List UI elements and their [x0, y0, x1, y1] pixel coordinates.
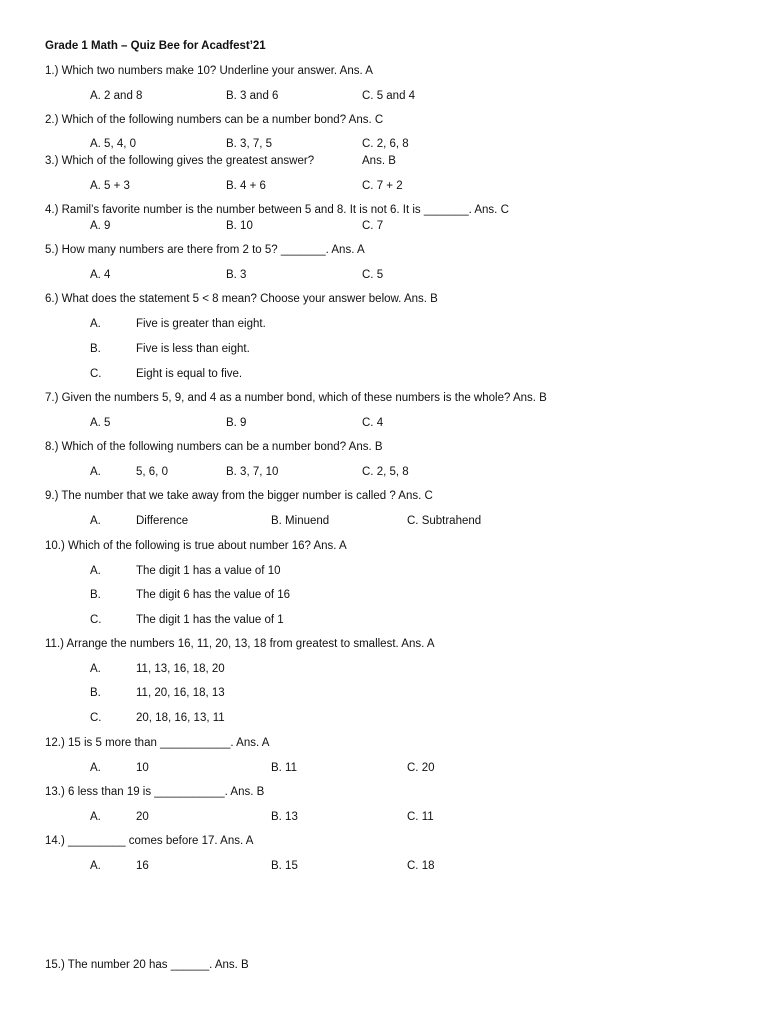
q10-option-a-letter: A.	[90, 565, 101, 577]
q12-option-c: C. 20	[407, 762, 435, 774]
q2-option-a: A. 5, 4, 0	[90, 138, 137, 150]
q1-option-c: C. 5 and 4	[362, 90, 416, 102]
question-5: 5.) How many numbers are there from 2 to 5? _______. Ans. A	[45, 244, 365, 256]
q7-option-b: B. 9	[226, 417, 247, 429]
q13-option-b: B. 13	[271, 811, 298, 823]
question-10: 10.) Which of the following is true about number 16? Ans. A	[45, 540, 347, 552]
q11-option-c-letter: C.	[90, 712, 102, 724]
q9-option-a-letter: A.	[90, 515, 101, 527]
q12-option-a-letter: A.	[90, 762, 101, 774]
page-title: Grade 1 Math – Quiz Bee for Acadfest’21	[45, 40, 266, 52]
question-1: 1.) Which two numbers make 10? Underline your answer. Ans. A	[45, 65, 373, 77]
q6-option-b-text: Five is less than eight.	[136, 343, 250, 355]
q11-option-c-text: 20, 18, 16, 13, 11	[136, 712, 225, 724]
q13-option-a-text: 20	[136, 811, 149, 823]
q11-option-b-text: 11, 20, 16, 18, 13	[136, 687, 225, 699]
question-11: 11.) Arrange the numbers 16, 11, 20, 13, 18 from greatest to smallest. Ans. A	[45, 638, 435, 650]
question-12: 12.) 15 is 5 more than ___________. Ans. A	[45, 737, 270, 749]
q12-option-a-text: 10	[136, 762, 149, 774]
q10-option-c-letter: C.	[90, 614, 102, 626]
question-9: 9.) The number that we take away from the bigger number is called ? Ans. C	[45, 490, 433, 502]
q2-option-b: B. 3, 7, 5	[226, 138, 273, 150]
q2-option-c: C. 2, 6, 8	[362, 138, 409, 150]
question-3: 3.) Which of the following gives the greatest answer?	[45, 155, 315, 167]
q3-option-c: C. 7 + 2	[362, 180, 403, 192]
question-2: 2.) Which of the following numbers can be a number bond? Ans. C	[45, 114, 384, 126]
q5-option-b: B. 3	[226, 269, 247, 281]
q4-option-b: B. 10	[226, 220, 253, 232]
q6-option-a-letter: A.	[90, 318, 101, 330]
q11-option-a-text: 11, 13, 16, 18, 20	[136, 663, 225, 675]
q3-option-b: B. 4 + 6	[226, 180, 266, 192]
q6-option-a-text: Five is greater than eight.	[136, 318, 266, 330]
q8-option-a-letter: A.	[90, 466, 101, 478]
q6-option-b-letter: B.	[90, 343, 101, 355]
q14-option-b: B. 15	[271, 860, 298, 872]
question-15: 15.) The number 20 has ______. Ans. B	[45, 959, 249, 971]
question-13: 13.) 6 less than 19 is ___________. Ans. B	[45, 786, 265, 798]
q5-option-c: C. 5	[362, 269, 384, 281]
question-14: 14.) _________ comes before 17. Ans. A	[45, 835, 254, 847]
q10-option-c-text: The digit 1 has the value of 1	[136, 614, 284, 626]
q12-option-b: B. 11	[271, 762, 297, 774]
q5-option-a: A. 4	[90, 269, 111, 281]
q6-option-c-letter: C.	[90, 368, 102, 380]
q3-answer: Ans. B	[362, 155, 396, 167]
q4-option-c: C. 7	[362, 220, 384, 232]
q3-option-a: A. 5 + 3	[90, 180, 130, 192]
q7-option-c: C. 4	[362, 417, 384, 429]
q7-option-a: A. 5	[90, 417, 111, 429]
q1-option-a: A. 2 and 8	[90, 90, 143, 102]
q13-option-a-letter: A.	[90, 811, 101, 823]
q14-option-c: C. 18	[407, 860, 435, 872]
q9-option-b: B. Minuend	[271, 515, 330, 527]
q4-option-a: A. 9	[90, 220, 111, 232]
q8-option-a-text: 5, 6, 0	[136, 466, 168, 478]
q11-option-a-letter: A.	[90, 663, 101, 675]
q14-option-a-text: 16	[136, 860, 149, 872]
q1-option-b: B. 3 and 6	[226, 90, 279, 102]
q13-option-c: C. 11	[407, 811, 434, 823]
q10-option-a-text: The digit 1 has a value of 10	[136, 565, 281, 577]
question-4: 4.) Ramil’s favorite number is the number between 5 and 8. It is not 6. It is _______. Ans. C	[45, 204, 509, 216]
q14-option-a-letter: A.	[90, 860, 101, 872]
q9-option-c: C. Subtrahend	[407, 515, 482, 527]
question-6: 6.) What does the statement 5 < 8 mean? Choose your answer below. Ans. B	[45, 293, 438, 305]
q10-option-b-letter: B.	[90, 589, 101, 601]
question-8: 8.) Which of the following numbers can be a number bond? Ans. B	[45, 441, 383, 453]
q8-option-b: B. 3, 7, 10	[226, 466, 279, 478]
q11-option-b-letter: B.	[90, 687, 101, 699]
q10-option-b-text: The digit 6 has the value of 16	[136, 589, 291, 601]
question-7: 7.) Given the numbers 5, 9, and 4 as a number bond, which of these numbers is the whole? Ans. B	[45, 392, 547, 404]
q6-option-c-text: Eight is equal to five.	[136, 368, 243, 380]
q8-option-c: C. 2, 5, 8	[362, 466, 409, 478]
q9-option-a-text: Difference	[136, 515, 189, 527]
